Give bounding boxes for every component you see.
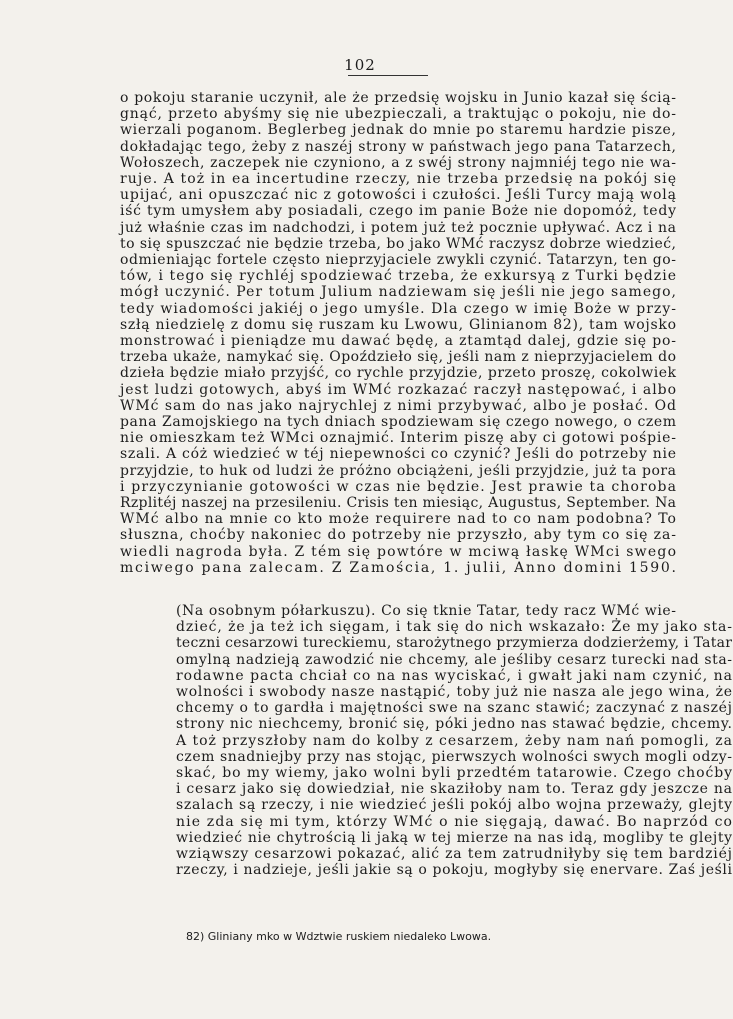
text-line: WMć sam do nas jako najrychlej z nimi przybywać, albo je posłać. Od [120,397,677,414]
text-line: skać, bo my wiemy, jako wolni byli przedtém tatarowie. Czego choćby [176,765,733,782]
text-line: chcemy o to gardła i majętności swe na szanc stawić; zaczynać z naszéj [176,700,733,717]
text-line: gnąć, przeto abyśmy się nie ubezpieczali, a traktując o pokoju, nie do- [120,106,677,123]
text-line: iść tym umysłem aby posiadali, czego im panie Boże nie dopomóż, tedy [120,203,677,220]
text-line: rzeczy, i nadzieje, jeśli jakie są o pokoju, mogłyby się enervare. Zaś jeśli [176,862,733,879]
text-line: odmieniając fortele często nieprzyjaciele zwykli czynić. Tatarzyn, ten go- [120,252,677,269]
text-line: wierzali poganom. Beglerbeg jednak do mnie po staremu hardzie pisze, [120,122,677,139]
text-line: nie zda się mi tym, którzy WMć o nie sięgają, dawać. Bo naprzód co [176,813,733,830]
text-line: pana Zamojskiego na tych dniach spodziewam się czego nowego, o czem [120,414,677,431]
text-line: dokładając tego, żeby z naszéj strony w państwach jego pana Tatarzech, [120,138,677,155]
letter-paragraph-2 [120,603,733,879]
text-line: Wołoszech, zaczepek nie czyniono, a z swéj strony najmniéj tego nie wa- [120,154,677,171]
text-line: wiedzieć nie chytrością li jaką w tej mierze na nas idą, mogliby te glejty [176,829,733,846]
text-line: mciwego pana zalecam. Z Zamościa, 1. julii, Anno domini 1590. [120,559,678,576]
text-line: ruje. A toż in ea incertudine rzeczy, nie trzeba przedsię na pokój się [120,171,678,188]
text-line: szłą niedzielę z domu się ruszam ku Lwowu, Glinianom 82), tam wojsko [120,316,677,333]
text-line: i cesarz jako się dowiedział, nie skaziłoby nam to. Teraz gdy jeszcze na [176,781,733,798]
text-line: czem snadniejby przy nas stojąc, pierwszych wolności swych mogli odzy- [176,748,733,765]
text-line: mógł uczynić. Per totum Julium nadziewam się jeśli nie jego samego, [120,284,678,301]
page-number-rule [348,75,428,76]
text-line: tów, i tego się rychléj spodziewać trzeba, że exkursyą z Turki będzie [120,268,678,285]
text-line: o pokoju staranie uczynił, ale że przedsię wojsku in Junio kazał się ścią- [120,90,677,106]
text-line: tedy wiadomości jakiéj o jego umyśle. Dla czego w imię Boże w przy- [120,300,678,317]
page-number: 102 [344,56,376,74]
text-line: Rzplitéj naszej na przesileniu. Crisis ten miesiąc, Augustus, September. Na [120,495,677,512]
text-line: rodawne pacta chciał co na nas wyciskać, i gwałt jaki nam czynić, na [176,667,733,684]
text-line: i przyczynianie gotowości w czas nie będzie. Jest prawie ta choroba [120,478,678,495]
text-line: nie omieszkam też WMci oznajmić. Interim piszę aby ci gotowi pośpie- [120,430,677,447]
footnote: 82) Gliniany mko w Wdztwie ruskiem niedaleko Lwowa. [186,930,492,943]
letter-paragraph-1 [120,90,676,576]
text-line: teczni cesarzowi tureckiemu, starożytnego przymierza dodzierżemy, i Tatar [176,635,733,652]
text-line: WMć albo na mnie co kto może requirere nad to co nam podobna? To [120,511,677,528]
text-line: strony nic niechcemy, bronić się, póki jedno nas stawać będzie, chcemy. [176,716,733,733]
text-line: już właśnie czas im nadchodzi, i potem już też pocznie upływać. Acz i na [120,219,677,236]
text-line: dzieła będzie miało przyjść, co rychle przyjdzie, przeto proszę, cokolwiek [120,365,677,382]
text-line: to się spuszczać nie będzie trzeba, bo jako WMć raczysz dobrze wiedzieć, [120,235,677,252]
text-line: A toż przyszłoby nam do kolby z cesarzem, żeby nam nań pomogli, za [176,732,733,749]
text-line: słuszna, choćby nakoniec do potrzeby nie przyszło, aby tym co się za- [120,527,677,544]
text-line: trzeba ukaże, namykać się. Opoździeło się, jeśli nam z nieprzyjacielem do [120,349,677,366]
text-line: monstrować i pieniądze mu dawać będę, a ztamtąd dalej, gdzie się po- [120,333,677,350]
text-line: omylną nadzieją zawodzić nie chcemy, ale jeśliby cesarz turecki nad sta- [176,651,733,668]
text-line: upijać, ani opuszczać nic z gotowości i czułości. Jeśli Turcy mają wolą [120,187,677,204]
text-line: wiedli nagroda była. Z tém się powtóre w mciwą łaskę WMci swego [120,543,678,560]
text-line: (Na osobnym półarkuszu). Co się tknie Tatar, tedy racz WMć wie- [176,603,677,619]
text-line: szali. A cóż wiedzieć w téj niepewności co czynić? Jeśli do potrzeby nie [120,446,677,463]
text-line: wziąwszy cesarzowi pokazać, alić za tem zatrudniłyby się tem bardziéj [176,846,733,863]
text-line: jest ludzi gotowych, abyś im WMć rozkazać raczył następować, i albo [120,381,677,398]
text-line: dzieć, że ja też ich sięgam, i tak się do nich wskazało: Że my jako sta- [176,619,733,636]
text-line: wolności i swobody nasze nastąpić, toby już nie nasza ale jego wina, że [176,684,733,701]
text-line: szalach są rzeczy, i nie wiedzieć jeśli pokój albo wojna przeważy, glejty [176,797,733,814]
text-line: przyjdzie, to huk od ludzi że próżno obciążeni, jeśli przyjdzie, już ta pora [120,462,677,479]
